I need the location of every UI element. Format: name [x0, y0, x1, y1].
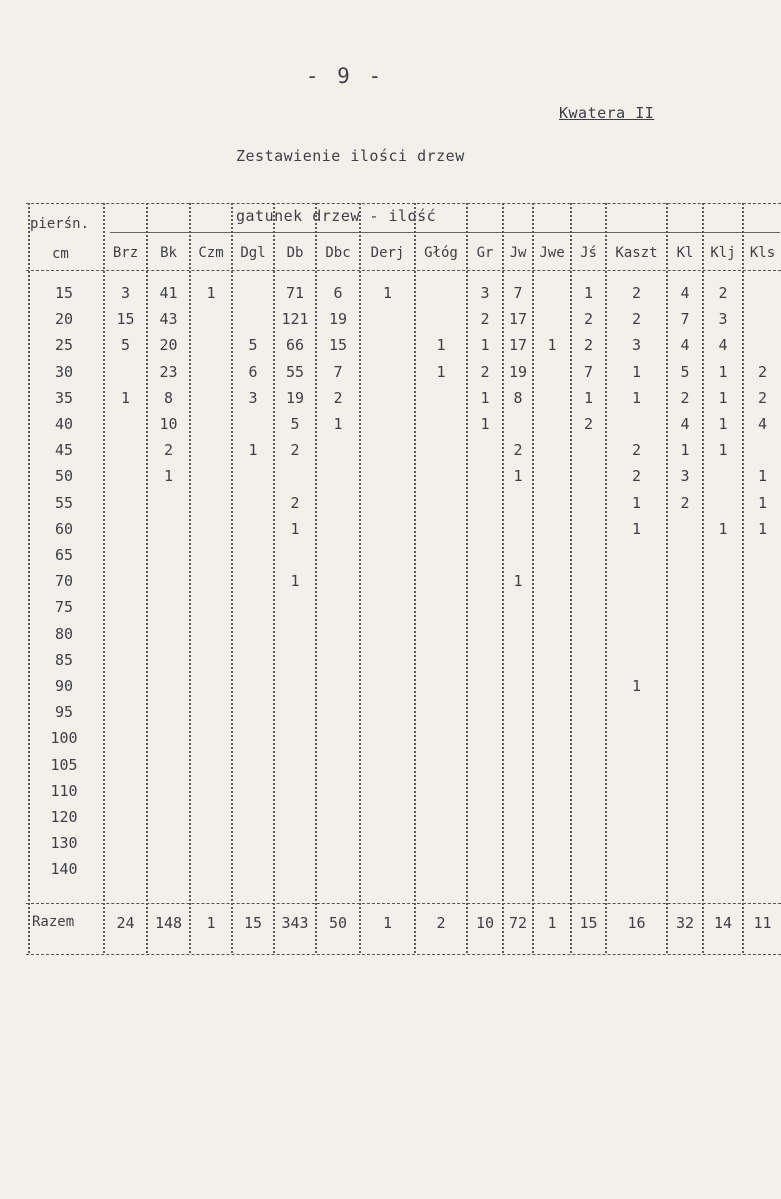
table-cell: 121 — [281, 310, 309, 329]
table-cell: 1 — [631, 677, 642, 695]
column-header-dbc: Dbc — [325, 245, 351, 261]
row-label: 90 — [54, 677, 74, 695]
table-cell: 1 — [718, 441, 728, 460]
table-cell: 2 — [631, 284, 642, 302]
total-cell: 1 — [547, 914, 557, 932]
table-cell: 5 — [120, 336, 131, 355]
table-cell: 71 — [285, 284, 305, 302]
total-cell: 14 — [713, 914, 733, 932]
table-cell: 1 — [290, 519, 300, 538]
table-cell: 1 — [436, 362, 446, 381]
row-label: 140 — [50, 860, 78, 879]
table-cell: 15 — [116, 310, 135, 329]
row-label: 110 — [50, 781, 78, 800]
column-header-kls: Kls — [749, 245, 776, 261]
table-cell: 1 — [290, 572, 300, 591]
totals-label: Razem — [32, 914, 75, 930]
row-label: 20 — [54, 310, 74, 329]
table-cell: 8 — [513, 388, 523, 407]
table-cell: 2 — [290, 493, 300, 512]
row-label: 40 — [54, 415, 74, 433]
table-cell: 1 — [513, 572, 523, 591]
total-cell: 1 — [206, 914, 216, 932]
row-label: 25 — [54, 336, 74, 355]
table-cell: 1 — [583, 284, 594, 302]
total-cell: 15 — [243, 914, 263, 932]
table-cell: 1 — [631, 519, 642, 538]
table-cell: 7 — [680, 310, 690, 329]
table-cell: 1 — [583, 388, 594, 407]
table-cell: 41 — [159, 284, 178, 302]
total-cell: 2 — [436, 914, 446, 932]
column-separator — [189, 203, 191, 953]
column-header-czm: Czm — [198, 245, 224, 261]
total-cell: 15 — [579, 914, 598, 932]
table-cell: 15 — [328, 336, 348, 355]
column-header-dgl: Dgl — [240, 245, 266, 261]
row-label: 85 — [54, 650, 74, 669]
total-cell: 10 — [475, 914, 495, 932]
table-cell: 2 — [480, 310, 490, 329]
column-separator — [414, 203, 416, 953]
table-cell: 5 — [248, 336, 258, 355]
row-label: 120 — [50, 808, 78, 826]
row-label: 30 — [54, 362, 74, 381]
table-cell: 1 — [163, 467, 174, 486]
table-cell: 10 — [159, 415, 178, 433]
column-header-gr: Gr — [476, 245, 494, 261]
column-header-db: Db — [286, 245, 304, 261]
table-cell: 2 — [480, 362, 490, 381]
table-cell: 2 — [718, 284, 728, 302]
column-separator — [359, 203, 361, 953]
table-cell: 7 — [513, 284, 523, 302]
table-cell: 2 — [583, 310, 594, 329]
table-cell: 3 — [480, 284, 490, 302]
row-label: 55 — [54, 493, 74, 512]
table-cell: 1 — [631, 493, 642, 512]
table-cell: 1 — [718, 388, 728, 407]
table-cell: 2 — [631, 441, 642, 460]
group-header: gatunek drzew - ilość — [236, 207, 437, 225]
row-label: 35 — [54, 388, 74, 407]
table-cell: 2 — [757, 388, 768, 407]
table-cell: 1 — [206, 284, 216, 302]
row-label: 105 — [50, 755, 78, 774]
table-cell: 1 — [718, 362, 728, 381]
row-label: 95 — [54, 703, 74, 722]
table-cell: 1 — [480, 388, 490, 407]
total-cell: 50 — [328, 914, 348, 932]
table-cell: 1 — [480, 336, 490, 355]
total-cell: 72 — [508, 914, 528, 932]
table-cell: 1 — [631, 362, 642, 381]
table-cell: 7 — [583, 362, 594, 381]
table-cell: 8 — [163, 388, 174, 407]
table-cell: 2 — [680, 493, 690, 512]
column-header-brz: Brz — [112, 245, 139, 261]
total-cell: 11 — [753, 914, 772, 932]
table-cell: 2 — [680, 388, 690, 407]
table-cell: 4 — [680, 336, 690, 355]
table-cell: 5 — [680, 362, 690, 381]
table-cell: 2 — [757, 362, 768, 381]
table-cell: 1 — [120, 388, 131, 407]
table-cell: 1 — [333, 415, 343, 433]
row-label: 50 — [54, 467, 74, 486]
table-cell: 1 — [248, 441, 258, 460]
row-header-unit: cm — [52, 246, 69, 262]
column-header-kaszt: Kaszt — [615, 245, 658, 261]
table-cell: 17 — [508, 336, 528, 355]
table-cell: 2 — [513, 441, 523, 460]
column-header-bk: Bk — [160, 245, 177, 261]
table-cell: 6 — [333, 284, 343, 302]
table-cell: 2 — [290, 441, 300, 460]
table-cell: 2 — [631, 467, 642, 486]
table-cell: 6 — [248, 362, 258, 381]
table-cell: 1 — [480, 415, 490, 433]
row-label: 15 — [54, 284, 74, 302]
table-cell: 19 — [285, 388, 305, 407]
table-cell: 43 — [159, 310, 178, 329]
table-cell: 55 — [285, 362, 305, 381]
column-header-kl: Kl — [676, 245, 694, 261]
total-cell: 1 — [382, 914, 393, 932]
table-cell: 1 — [718, 415, 728, 433]
table-cell: 17 — [508, 310, 528, 329]
table-cell: 3 — [120, 284, 131, 302]
row-label: 80 — [54, 624, 74, 643]
row-header-diameter: pierśn. — [30, 216, 90, 232]
column-separator — [231, 203, 233, 953]
page-number: - 9 - — [305, 64, 385, 88]
table-cell: 3 — [248, 388, 258, 407]
column-header-jś: Jś — [580, 245, 597, 261]
table-cell: 1 — [513, 467, 523, 486]
table-cell: 1 — [547, 336, 557, 355]
row-label: 75 — [54, 598, 74, 617]
row-label: 100 — [50, 729, 78, 748]
document-title: Zestawienie ilości drzew — [236, 147, 465, 165]
table-cell: 3 — [718, 310, 728, 329]
table-cell: 1 — [757, 493, 768, 512]
table-cell: 2 — [583, 336, 594, 355]
total-cell: 32 — [675, 914, 695, 932]
table-cell: 1 — [631, 388, 642, 407]
column-header-klj: Klj — [710, 245, 736, 261]
table-cell: 1 — [757, 467, 768, 486]
column-header-jw: Jw — [509, 245, 527, 261]
column-separator — [742, 203, 744, 953]
table-cell: 7 — [333, 362, 343, 381]
table-cell: 2 — [163, 441, 174, 460]
table-cell: 2 — [631, 310, 642, 329]
column-separator — [532, 203, 534, 953]
table-cell: 2 — [583, 415, 594, 433]
section-label: Kwatera II — [559, 104, 655, 122]
table-cell: 66 — [285, 336, 305, 355]
table-cell: 23 — [159, 362, 178, 381]
table-cell: 1 — [680, 441, 690, 460]
total-cell: 16 — [627, 914, 646, 932]
row-label: 130 — [50, 834, 78, 853]
table-cell: 19 — [508, 362, 528, 381]
table-cell: 4 — [757, 415, 768, 433]
row-label: 45 — [54, 441, 74, 460]
table-cell: 20 — [159, 336, 178, 355]
table-bottom-rule — [26, 954, 781, 955]
table-cell: 1 — [382, 284, 393, 302]
row-label: 60 — [54, 519, 74, 538]
table-cell: 1 — [436, 336, 446, 355]
table-cell: 1 — [757, 519, 768, 538]
table-cell: 4 — [718, 336, 728, 355]
table-cell: 2 — [333, 388, 343, 407]
table-cell: 4 — [680, 284, 690, 302]
column-header-derj: Derj — [370, 245, 405, 261]
group-header-underline — [110, 232, 780, 233]
row-label: 65 — [54, 546, 74, 564]
table-cell: 3 — [680, 467, 690, 486]
column-header-jwe: Jwe — [539, 245, 565, 261]
total-cell: 148 — [154, 914, 183, 932]
table-cell: 3 — [631, 336, 642, 355]
column-header-głóg: Głóg — [424, 245, 458, 261]
table-cell: 4 — [680, 415, 690, 433]
row-label: 70 — [54, 572, 74, 591]
table-cell: 1 — [718, 519, 728, 538]
table-cell: 19 — [328, 310, 348, 329]
total-cell: 343 — [281, 914, 309, 932]
total-cell: 24 — [116, 914, 135, 932]
table-cell: 5 — [290, 415, 300, 433]
